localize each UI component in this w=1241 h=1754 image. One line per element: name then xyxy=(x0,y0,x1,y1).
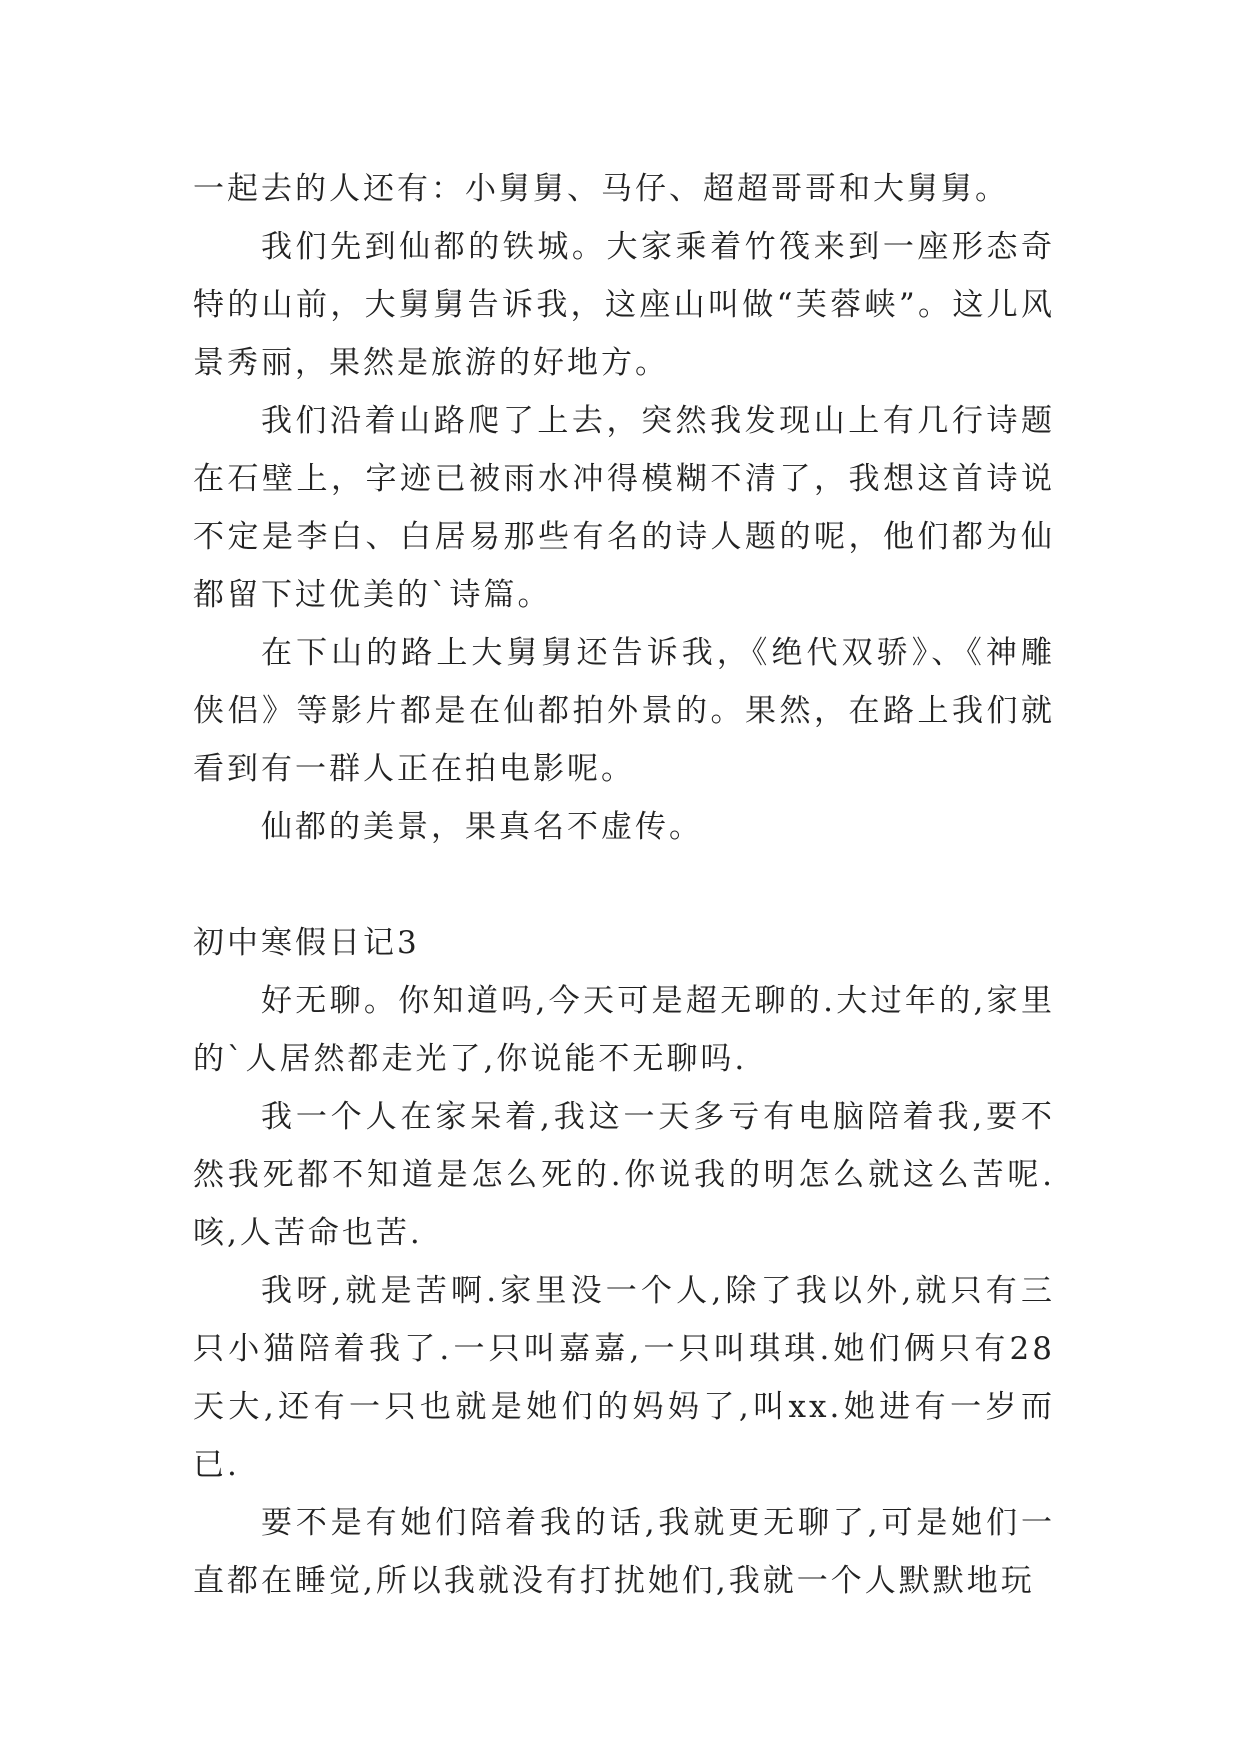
paragraph: 在下山的路上大舅舅还告诉我，《绝代双骄》、《神雕侠侣》等影片都是在仙都拍外景的。果然，在路上我们就看到有一群人正在拍电影呢。 xyxy=(193,635,1055,787)
paragraph: 我们先到仙都的铁城。大家乘着竹筏来到一座形态奇特的山前，大舅舅告诉我，这座山叫做“芙蓉峡”。这儿风景秀丽，果然是旅游的好地方。 xyxy=(193,229,1055,381)
paragraph: 仙都的美景，果真名不虚传。 xyxy=(261,809,703,845)
paragraph: 我呀,就是苦啊.家里没一个人,除了我以外,就只有三只小猫陪着我了.一只叫嘉嘉,一只叫琪琪.她们俩只有28天大,还有一只也就是她们的妈妈了,叫xx.她进有一岁而已. xyxy=(193,1273,1055,1483)
section-title: 初中寒假日记3 xyxy=(193,925,420,961)
document-body xyxy=(193,160,1055,1610)
paragraph: 一起去的人还有：小舅舅、马仔、超超哥哥和大舅舅。 xyxy=(193,171,1009,207)
paragraph: 我们沿着山路爬了上去，突然我发现山上有几行诗题在石壁上，字迹已被雨水冲得模糊不清了，我想这首诗说不定是李白、白居易那些有名的诗人题的呢，他们都为仙都留下过优美的`诗篇。 xyxy=(193,403,1055,613)
paragraph: 好无聊。你知道吗,今天可是超无聊的.大过年的,家里的`人居然都走光了,你说能不无聊吗. xyxy=(193,983,1055,1077)
paragraph: 要不是有她们陪着我的话,我就更无聊了,可是她们一直都在睡觉,所以我就没有打扰她们,我就一个人默默地玩 xyxy=(193,1505,1055,1599)
paragraph: 我一个人在家呆着,我这一天多亏有电脑陪着我,要不然我死都不知道是怎么死的.你说我的明怎么就这么苦呢.咳,人苦命也苦. xyxy=(193,1099,1055,1251)
section-spacer xyxy=(193,856,1055,914)
